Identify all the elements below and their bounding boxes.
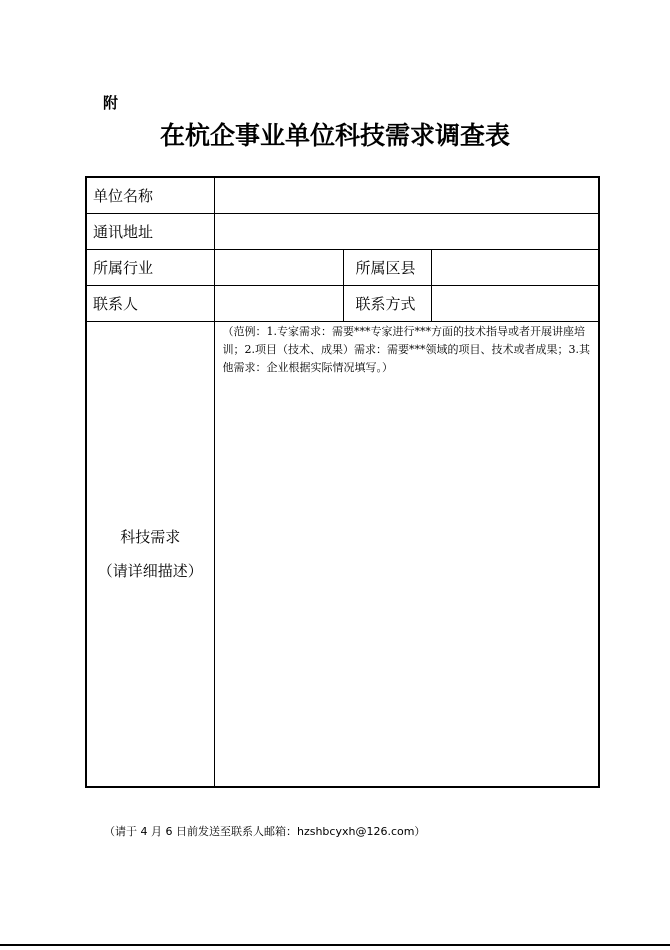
address-label: 通讯地址	[86, 213, 214, 249]
industry-label: 所属行业	[86, 249, 214, 285]
form-title: 在杭企事业单位科技需求调查表	[159, 121, 510, 150]
contact-method-field[interactable]	[431, 285, 599, 321]
requirement-label-line1: 科技需求	[120, 527, 181, 546]
page-bottom-border	[0, 944, 670, 946]
requirement-field[interactable]	[214, 321, 599, 787]
survey-form-table	[85, 176, 600, 788]
footer-note: （请于 4 月 6 日前发送至联系人邮箱：hzshbcyxh@126.com）	[104, 825, 426, 838]
requirement-label-line2: （请详细描述）	[97, 561, 203, 580]
requirement-example-text: （范例：1.专家需求：需要***专家进行***方面的技术指导或者开展讲座培训；2.项目（技术、成果）需求：需要***领域的项目、技术或者成果；3.其他需求：企业根据实际情况填写。）	[222, 324, 590, 374]
requirement-label	[86, 321, 214, 787]
district-field[interactable]	[431, 249, 599, 285]
industry-field[interactable]	[214, 249, 343, 285]
unit-name-field[interactable]	[214, 177, 599, 213]
contact-method-label: 联系方式	[343, 285, 431, 321]
attachment-label: 附	[103, 94, 119, 112]
unit-name-label: 单位名称	[86, 177, 214, 213]
contact-person-field[interactable]	[214, 285, 343, 321]
district-label: 所属区县	[343, 249, 431, 285]
address-field[interactable]	[214, 213, 599, 249]
contact-person-label: 联系人	[86, 285, 214, 321]
